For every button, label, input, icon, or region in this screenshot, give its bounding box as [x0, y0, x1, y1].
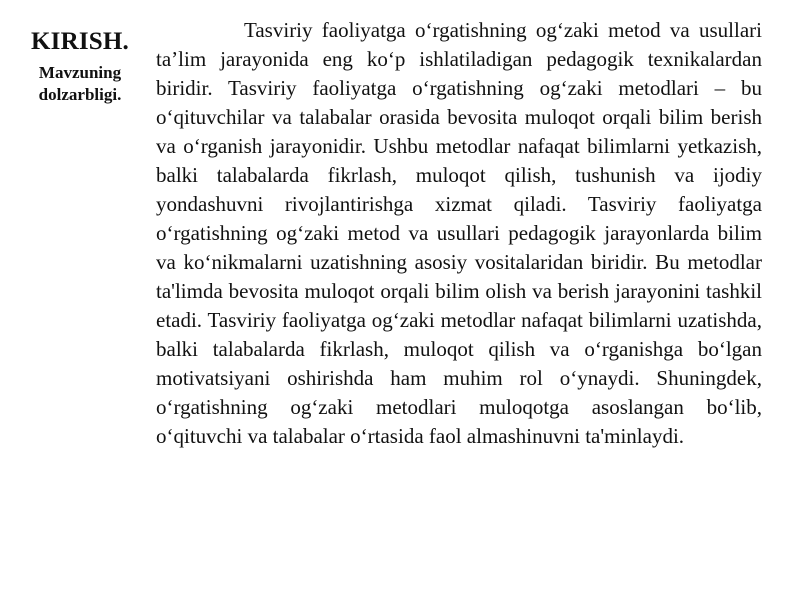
- section-subtitle-line-2: dolzarbligi.: [38, 85, 122, 104]
- section-subtitle: [14, 62, 146, 106]
- body-paragraph: Tasviriy faoliyatga o‘rgatishning og‘zaki metod va usullari ta’lim jarayonida eng ko‘p ishlatiladigan pedagogik texnikalardan biridir. Tasviriy faoliyatga o‘rgatishning og‘zaki metodlari – bu o‘qituvchilar va talabalar orasida bevosita muloqot orqali bilim berish va o‘rganish jarayonidir. Ushbu metodlar nafaqat bilimlarni yetkazish, balki talabalarda fikrlash, muloqot qilish, tushunish va ijodiy yondashuvni rivojlantirishga xizmat qiladi. Tasviriy faoliyatga o‘rgatishning og‘zaki metod va usullari pedagogik jarayonlarda bilim va ko‘nikmalarni uzatishning asosiy vositalaridan biridir. Bu metodlar ta'limda bevosita muloqot orqali bilim olish va berish jarayonini tashkil etadi. Tasviriy faoliyatga og‘zaki metodlar nafaqat bilimlarni uzatishda, balki talabalarda fikrlash, muloqot qilish va o‘rganishga bo‘lgan motivatsiyani oshirishda ham muhim rol o‘ynaydi. Shuningdek, o‘rgatishning og‘zaki metodlari muloqotga asoslangan bo‘lib, o‘qituvchi va talabalar o‘rtasida faol almashinuvni ta'minlaydi.: [156, 18, 762, 448]
- section-title: KIRISH.: [31, 28, 129, 55]
- section-heading-block: [14, 26, 146, 106]
- section-subtitle-line-1: Mavzuning: [38, 63, 122, 82]
